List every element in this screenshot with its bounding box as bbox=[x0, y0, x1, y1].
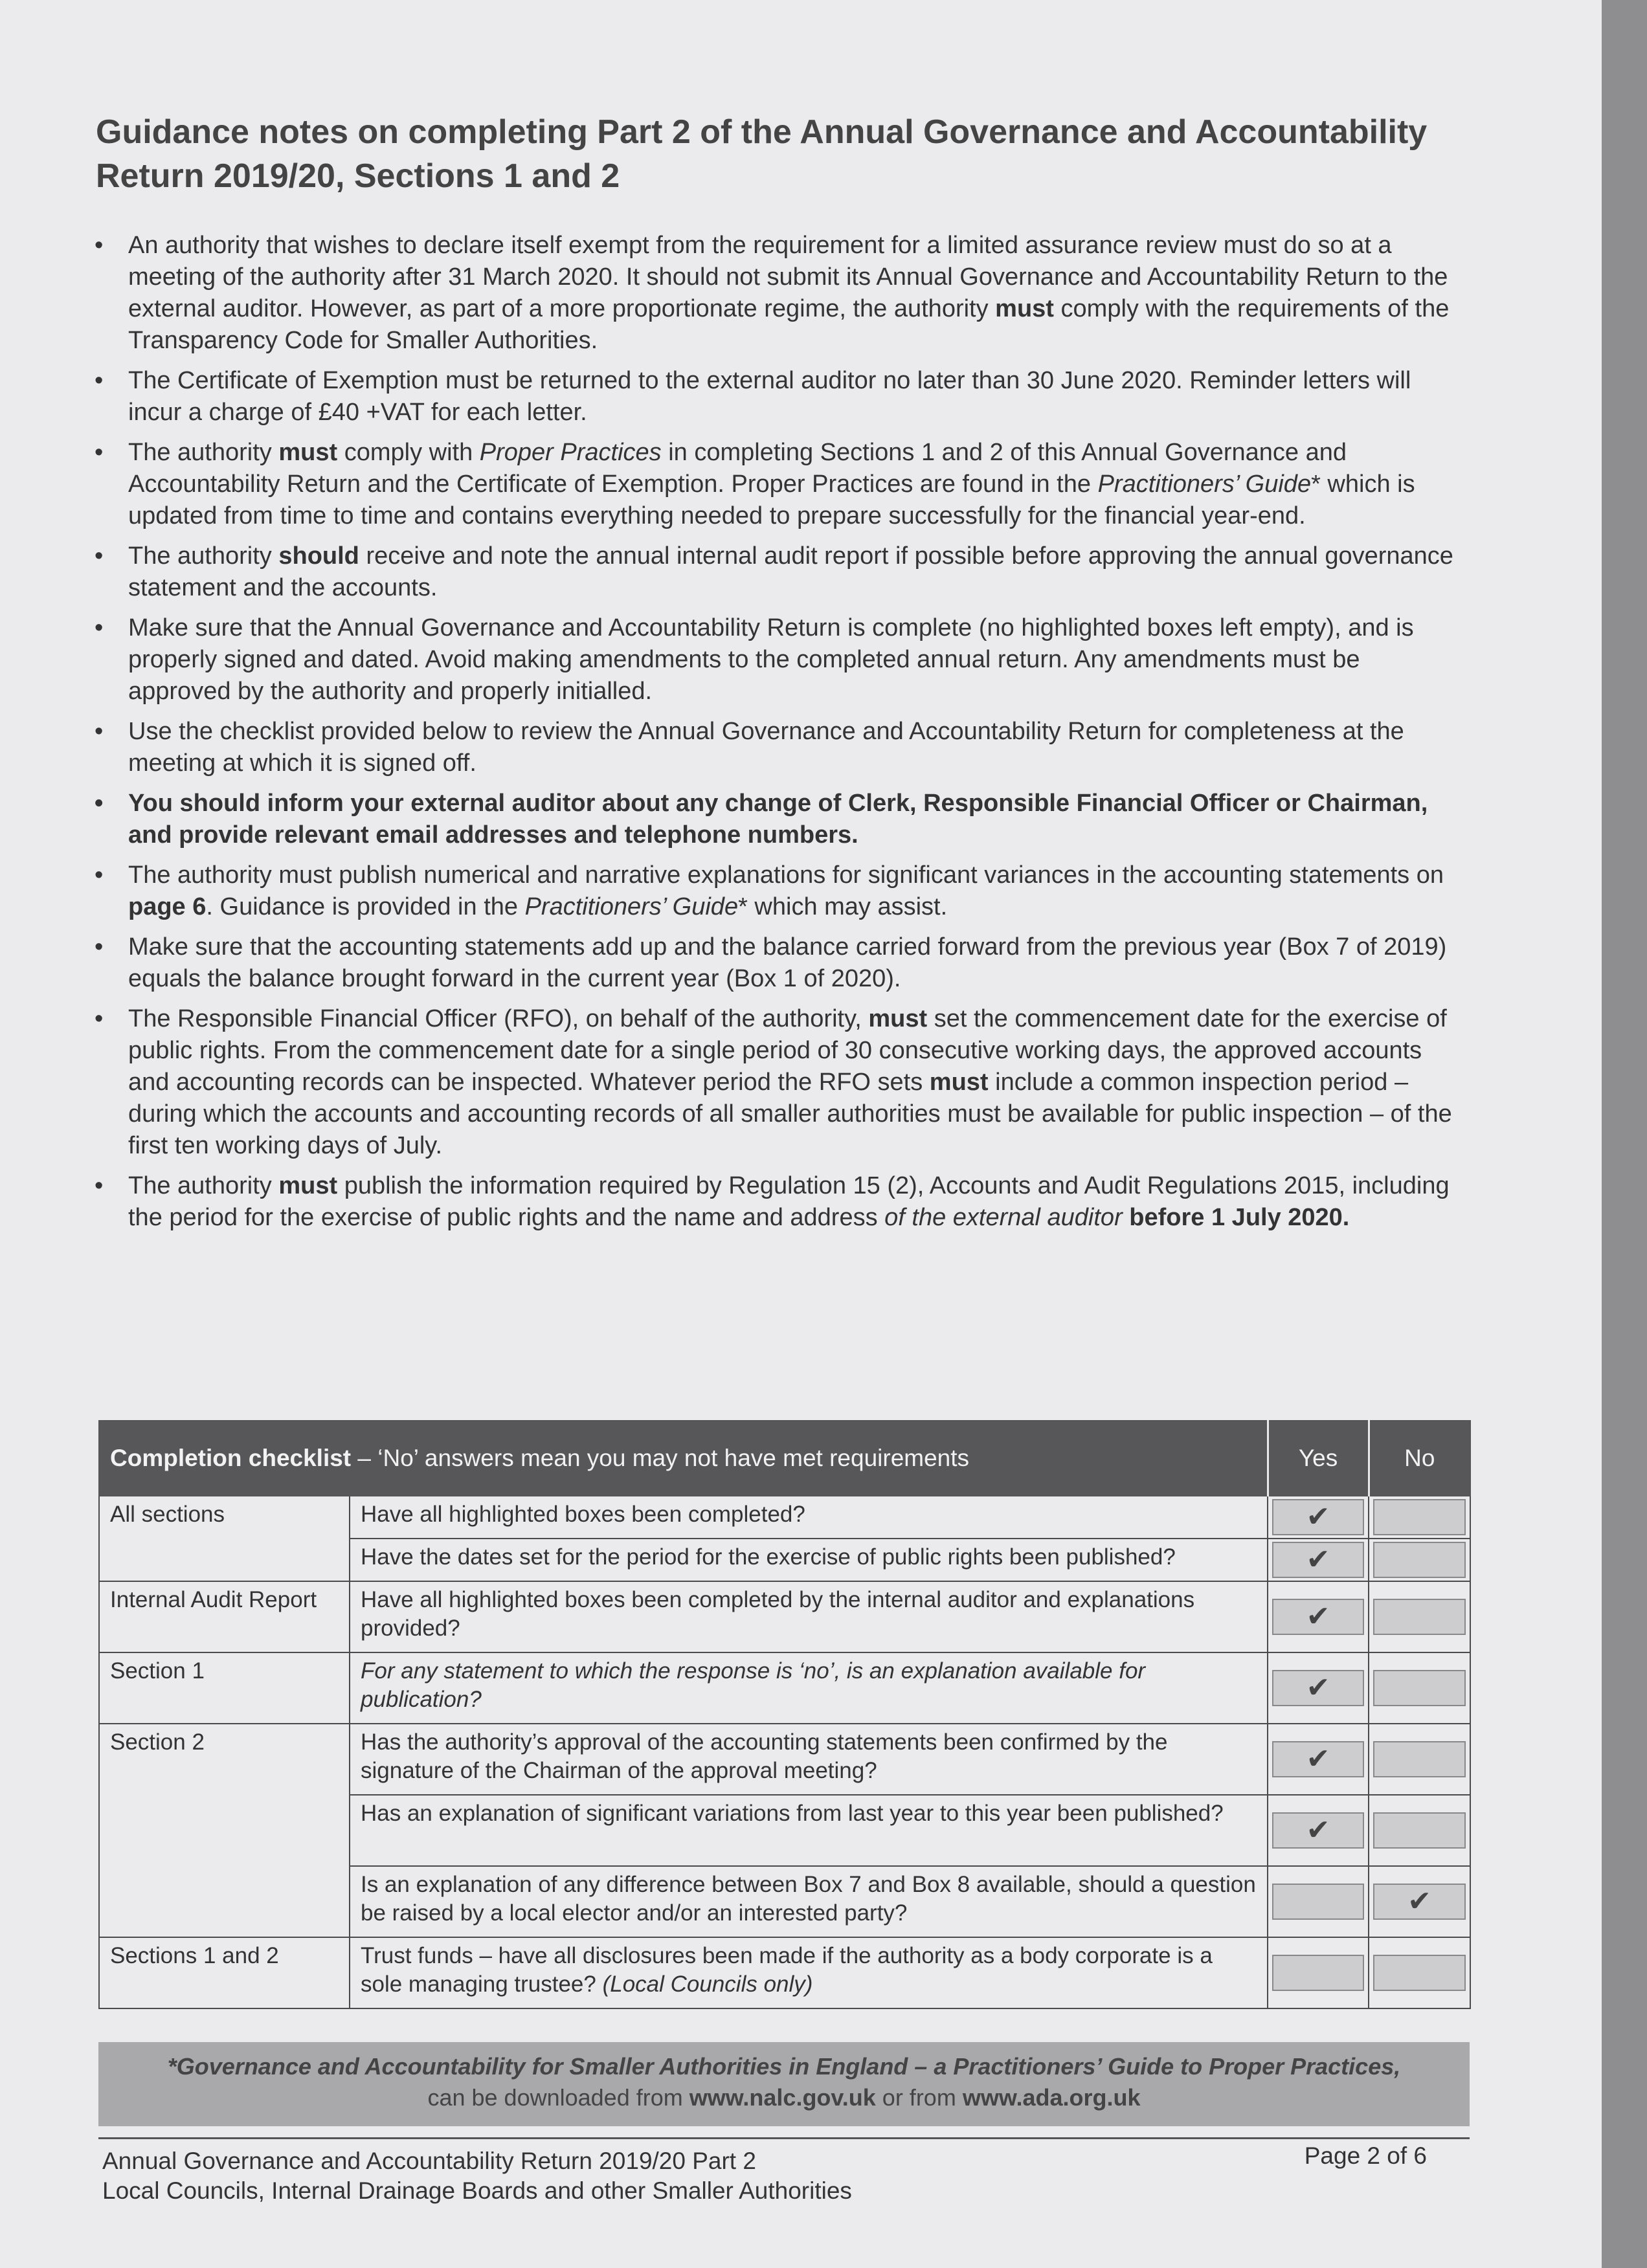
question-qualifier: (Local Councils only) bbox=[602, 1972, 813, 1997]
section-label: Section 1 bbox=[99, 1652, 350, 1724]
yes-checkbox[interactable] bbox=[1272, 1542, 1364, 1578]
section-label: Sections 1 and 2 bbox=[99, 1937, 350, 2008]
yes-checkbox[interactable] bbox=[1272, 1599, 1364, 1635]
no-checkbox[interactable] bbox=[1373, 1812, 1466, 1849]
footer-line-2: Local Councils, Internal Drainage Boards and other Smaller Authorities bbox=[102, 2177, 852, 2204]
guidance-bullet: • The Certificate of Exemption must be returned to the external auditor no later than 30 June 2020. Reminder letters will incur a charge of £40 +VAT for each letter. bbox=[91, 365, 1463, 428]
checkmark-icon: ✔ bbox=[1306, 1544, 1330, 1575]
checklist-question: Has an explanation of significant variations from last year to this year been published? bbox=[350, 1795, 1268, 1866]
checkmark-icon: ✔ bbox=[1306, 1743, 1330, 1775]
guidance-bullet: • The authority should receive and note the annual internal audit report if possible before approving the annual governance statement and the accounts. bbox=[91, 540, 1463, 604]
guidance-bullet: • The authority must publish numerical and narrative explanations for significant variances in the accounting statements on page 6. Guidance is provided in the Practitioners’ Guide* which may assist. bbox=[91, 860, 1463, 923]
guidance-list bbox=[91, 230, 1463, 1242]
checklist-question: For any statement to which the response is ‘no’, is an explanation available for publication? bbox=[350, 1652, 1268, 1724]
checklist-question: Have all highlighted boxes been completed by the internal auditor and explanations provided? bbox=[350, 1581, 1268, 1652]
checklist-question bbox=[350, 1937, 1268, 2008]
no-checkbox[interactable] bbox=[1373, 1955, 1466, 1991]
no-checkbox[interactable] bbox=[1373, 1499, 1466, 1535]
footer-text bbox=[102, 2146, 852, 2206]
yes-checkbox[interactable] bbox=[1272, 1741, 1364, 1777]
ada-link[interactable]: www.ada.org.uk bbox=[962, 2084, 1141, 2111]
footnote-title: *Governance and Accountability for Smaller Authorities in England – a Practitioners’ Guide to Proper Practices, bbox=[167, 2053, 1401, 2080]
checkmark-icon: ✔ bbox=[1306, 1814, 1330, 1846]
table-row bbox=[99, 1496, 1470, 1539]
checklist-header-note: – ‘No’ answers mean you may not have met requirements bbox=[351, 1445, 970, 1471]
yes-checkbox[interactable] bbox=[1272, 1670, 1364, 1706]
checkmark-icon: ✔ bbox=[1407, 1885, 1431, 1917]
question-text: Trust funds – have all disclosures been made if the authority as a body corporate is a sole managing trustee? bbox=[361, 1943, 1213, 1997]
checklist-question: Has the authority’s approval of the accounting statements been confirmed by the signature of the Chairman of the approval meeting? bbox=[350, 1724, 1268, 1795]
guidance-bullet: • The authority must publish the information required by Regulation 15 (2), Accounts and Audit Regulations 2015, including the period for the exercise of public rights and the name and address of the external auditor before 1 July 2020. bbox=[91, 1170, 1463, 1234]
scan-edge bbox=[1602, 0, 1647, 2268]
guidance-bullet: • Make sure that the accounting statements add up and the balance carried forward from the previous year (Box 7 of 2019) equals the balance brought forward in the current year (Box 1 of 2020). bbox=[91, 931, 1463, 995]
table-row bbox=[99, 1937, 1470, 2008]
footer-divider bbox=[98, 2137, 1470, 2139]
checklist-header-title: Completion checklist bbox=[110, 1445, 352, 1471]
footnote-line bbox=[98, 2082, 1470, 2113]
no-checkbox[interactable] bbox=[1373, 1741, 1466, 1777]
no-checkbox[interactable] bbox=[1373, 1542, 1466, 1578]
checklist-question: Is an explanation of any difference between Box 7 and Box 8 available, should a question be raised by a local elector and/or an interested party? bbox=[350, 1866, 1268, 1937]
nalc-link[interactable]: www.nalc.gov.uk bbox=[689, 2084, 876, 2111]
yes-checkbox[interactable] bbox=[1272, 1499, 1364, 1535]
no-checkbox[interactable] bbox=[1373, 1670, 1466, 1706]
checkmark-icon: ✔ bbox=[1306, 1501, 1330, 1533]
no-column-header: No bbox=[1369, 1421, 1470, 1496]
page-title: Guidance notes on completing Part 2 of the Annual Governance and Accountability Return 2019/20, Sections 1 and 2 bbox=[96, 113, 1428, 195]
table-row bbox=[99, 1724, 1470, 1795]
guidance-bullet: • The Responsible Financial Officer (RFO), on behalf of the authority, must set the commencement date for the exercise of public rights. From the commencement date for a single period of 30 consecutive working days, the approved accounts and accounting records can be inspected. Whatever period the RFO sets must include a common inspection period – during which the accounts and accounting records of all smaller authorities must be available for public inspection – of the first ten working days of July. bbox=[91, 1003, 1463, 1162]
guidance-bullet: • An authority that wishes to declare itself exempt from the requirement for a limited assurance review must do so at a meeting of the authority after 31 March 2020. It should not submit its Annual Governance and Accountability Return to the external auditor. However, as part of a more proportionate regime, the authority must comply with the requirements of the Transparency Code for Smaller Authorities. bbox=[91, 230, 1463, 357]
guidance-bullet: • The authority must comply with Proper Practices in completing Sections 1 and 2 of this Annual Governance and Accountability Return and the Certificate of Exemption. Proper Practices are found in the Practitioners’ Guide* which is updated from time to time and contains everything needed to prepare successfully for the financial year-end. bbox=[91, 437, 1463, 532]
section-label: Internal Audit Report bbox=[99, 1581, 350, 1652]
yes-checkbox[interactable] bbox=[1272, 1812, 1364, 1849]
page-number: Page 2 of 6 bbox=[1304, 2142, 1427, 2169]
table-row bbox=[99, 1581, 1470, 1652]
footnote-text-pre: can be downloaded from bbox=[427, 2084, 689, 2111]
section-label: Section 2 bbox=[99, 1724, 350, 1937]
no-checkbox[interactable] bbox=[1373, 1884, 1466, 1920]
yes-column-header: Yes bbox=[1268, 1421, 1369, 1496]
checkmark-icon: ✔ bbox=[1306, 1672, 1330, 1704]
yes-checkbox[interactable] bbox=[1272, 1955, 1364, 1991]
checkmark-icon: ✔ bbox=[1306, 1601, 1330, 1632]
table-row bbox=[99, 1652, 1470, 1724]
footnote-text-mid: or from bbox=[875, 2084, 963, 2111]
guidance-bullet: • Make sure that the Annual Governance and Accountability Return is complete (no highlighted boxes left empty), and is properly signed and dated. Avoid making amendments to the completed annual return. Any amendments must be approved by the authority and properly initialled. bbox=[91, 612, 1463, 707]
guidance-bullet: • You should inform your external auditor about any change of Clerk, Responsible Financial Officer or Chairman, and provide relevant email addresses and telephone numbers. bbox=[91, 788, 1463, 851]
yes-checkbox[interactable] bbox=[1272, 1884, 1364, 1920]
no-checkbox[interactable] bbox=[1373, 1599, 1466, 1635]
section-label: All sections bbox=[99, 1496, 350, 1581]
footnote-box bbox=[98, 2042, 1470, 2126]
checklist-header bbox=[99, 1421, 1268, 1496]
checklist-question: Have all highlighted boxes been completed? bbox=[350, 1496, 1268, 1539]
guidance-bullet: • Use the checklist provided below to review the Annual Governance and Accountability Return for completeness at the meeting at which it is signed off. bbox=[91, 716, 1463, 779]
footer-line-1: Annual Governance and Accountability Return 2019/20 Part 2 bbox=[102, 2148, 756, 2174]
checklist-question: Have the dates set for the period for the exercise of public rights been published? bbox=[350, 1539, 1268, 1581]
completion-checklist bbox=[98, 1420, 1471, 2009]
